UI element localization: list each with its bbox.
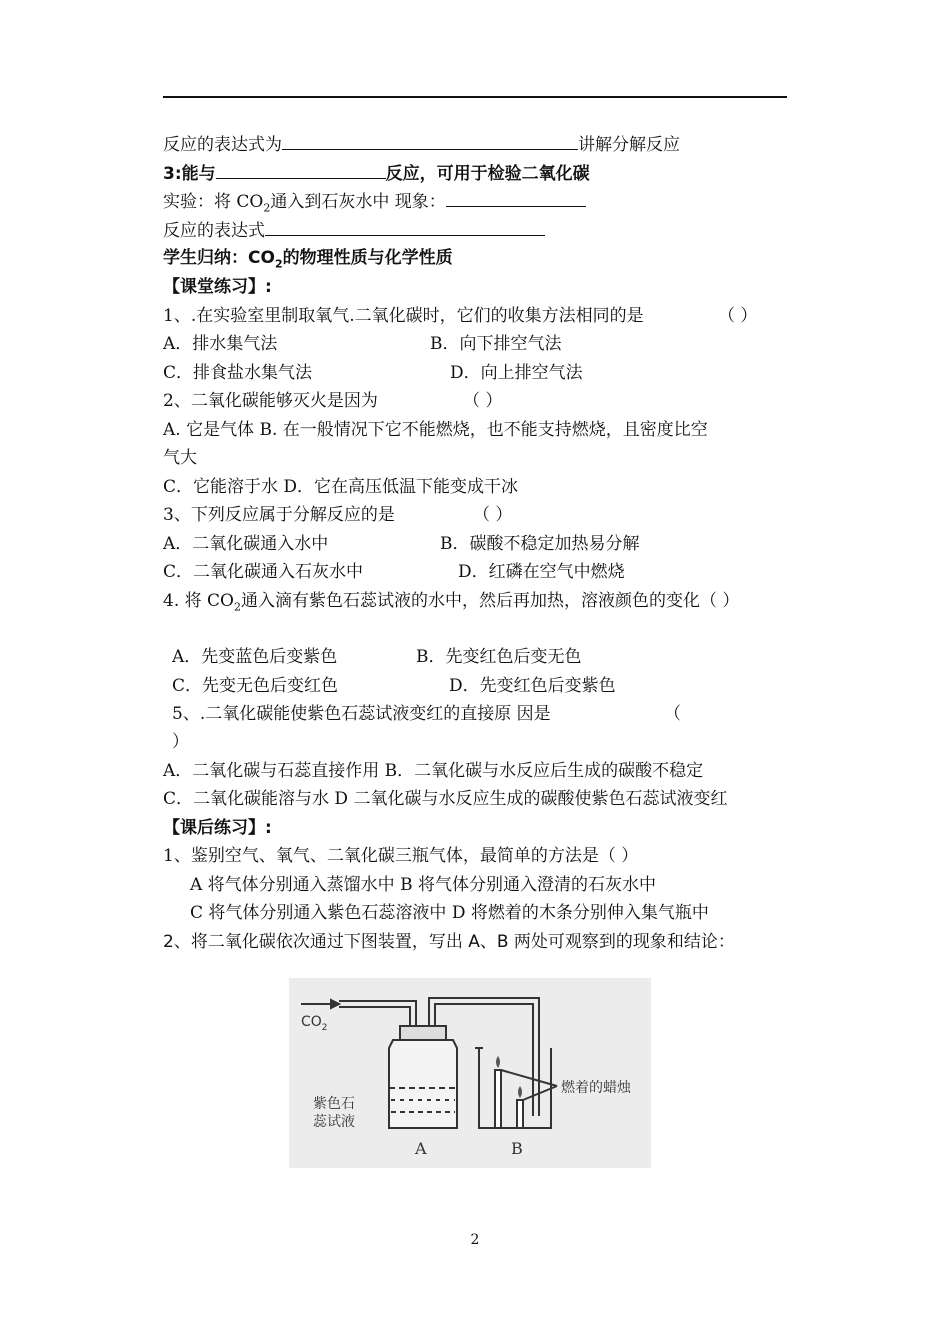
question [163, 305, 758, 327]
text: 3、下列反应属于分解反应的是 [163, 505, 395, 525]
apparatus-diagram [289, 978, 651, 1168]
text-line [163, 190, 586, 213]
svg-text:CO2 [301, 1014, 328, 1033]
apparatus-figure [289, 978, 651, 1168]
text: 实验：将 CO [163, 192, 264, 212]
option: A. 它是气体 B. 在一般情况下它不能燃烧，也不能支持燃烧，且密度比空 [163, 420, 708, 440]
answer-paren: ） [172, 732, 189, 752]
candle-label: 燃着的蜡烛 [561, 1080, 631, 1096]
question: 2、将二氧化碳依次通过下图装置，写出 A、B 两处可观察到的现象和结论： [163, 932, 735, 952]
text: 通入到石灰水中 现象： [270, 192, 446, 212]
text: 讲解分解反应 [578, 135, 680, 155]
subscript: 2 [274, 257, 283, 271]
answer-paren: （ [664, 704, 681, 724]
text: 3:能与 [163, 164, 216, 184]
option: C 将气体分别通入紫色石蕊溶液中 D 将燃着的木条分别伸入集气瓶中 [190, 903, 709, 923]
label-b: B [511, 1139, 523, 1158]
option: B．向下排空气法 [430, 334, 562, 354]
co2-label: CO [301, 1014, 322, 1030]
blank-field[interactable] [446, 190, 586, 207]
answer-paren: （ ） [473, 505, 513, 525]
subscript: 2 [233, 600, 241, 614]
option: B．先变红色后变无色 [416, 647, 582, 667]
option: 气大 [163, 448, 197, 468]
option: A．二氧化碳与石蕊直接作用 B．二氧化碳与水反应后生成的碳酸不稳定 [163, 761, 704, 781]
option: A．二氧化碳通入水中 [163, 534, 329, 554]
text: 反应的表达式为 [163, 135, 282, 155]
text-line [163, 133, 680, 156]
question: 1、鉴别空气、氧气、二氧化碳三瓶气体，最简单的方法是（ ） [163, 846, 639, 866]
option: D．红磷在空气中燃烧 [458, 562, 625, 582]
question [163, 390, 503, 412]
option: C．它能溶于水 D．它在高压低温下能变成干冰 [163, 477, 519, 497]
answer-paren: （ ） [718, 306, 758, 326]
blank-field[interactable] [265, 219, 545, 236]
text-line [163, 219, 545, 242]
option: A．排水集气法 [163, 334, 278, 354]
text: 1、.在实验室里制取氧气.二氧化碳时，它们的收集方法相同的是 [163, 306, 644, 326]
blank-field[interactable] [282, 133, 578, 150]
page-number: 2 [470, 1232, 480, 1248]
option: C．二氧化碳能溶与水 D 二氧化碳与水反应生成的碳酸使紫色石蕊试液变红 [163, 789, 728, 809]
litmus-label-line2: 蕊试液 [313, 1114, 355, 1130]
section-heading: 【课后练习】: [163, 818, 272, 838]
blank-field[interactable] [216, 162, 386, 179]
co2-subscript: 2 [321, 1023, 328, 1033]
text: 2、二氧化碳能够灭火是因为 [163, 391, 378, 411]
option: B．碳酸不稳定加热易分解 [440, 534, 640, 554]
subscript: 2 [263, 201, 271, 215]
option: D．向上排空气法 [450, 363, 583, 383]
option: C．二氧化碳通入石灰水中 [163, 562, 364, 582]
question [172, 703, 681, 725]
text: 5、.二氧化碳能使紫色石蕊试液变红的直接原 因是 [172, 704, 551, 724]
option: A．先变蓝色后变紫色 [172, 647, 338, 667]
text: 反应，可用于检验二氧化碳 [385, 164, 590, 184]
question [163, 590, 739, 612]
section-heading: 【课堂练习】: [163, 277, 272, 297]
litmus-label-line1: 紫色石 [313, 1096, 355, 1112]
option: D．先变红色后变紫色 [449, 676, 616, 696]
option: C．排食盐水集气法 [163, 363, 313, 383]
text-line [163, 162, 590, 185]
label-a: A [415, 1139, 427, 1158]
text-line [163, 247, 453, 269]
option: C．先变无色后变红色 [172, 676, 339, 696]
text: 反应的表达式 [163, 221, 265, 241]
header-rule [163, 96, 787, 98]
answer-paren: （ ） [463, 391, 503, 411]
text: 的物理性质与化学性质 [282, 248, 453, 268]
text: 学生归纳：CO [163, 248, 275, 268]
question [163, 504, 513, 526]
text: 4. 将 CO [163, 591, 234, 611]
option: A 将气体分别通入蒸馏水中 B 将气体分别通入澄清的石灰水中 [190, 875, 656, 895]
text: 通入滴有紫色石蕊试液的水中，然后再加热，溶液颜色的变化（ ） [240, 591, 740, 611]
